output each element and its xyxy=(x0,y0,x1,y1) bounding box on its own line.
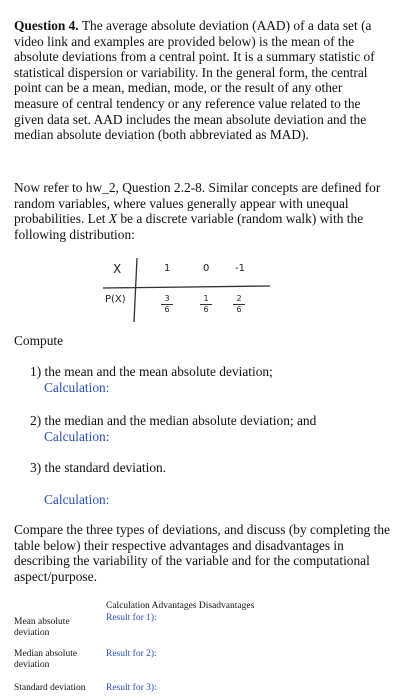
comparison-table-header: Calculation Advantages Disadvantages xyxy=(106,601,255,611)
distribution-grid-lines xyxy=(95,256,275,324)
refer-text-1: Now refer to hw_2, Question 2.2-8. Similar concepts are defined for random variables, where values generally appear with unequal probabilities. Let xyxy=(14,180,381,227)
row-label-mean-absolute: Mean absolute deviation xyxy=(14,617,70,638)
row-label-standard-deviation: Standard deviation xyxy=(14,683,86,693)
distribution-table xyxy=(95,256,275,324)
question-title: Question 4. xyxy=(14,18,79,33)
calculation-label-2: Calculation: xyxy=(44,429,110,444)
p-value-2-den: 6 xyxy=(203,305,209,314)
p-value-1-den: 6 xyxy=(164,305,170,314)
compute-item-2: 2) the median and the median absolute deviation; and xyxy=(30,413,317,428)
row-result-2: Result for 2): xyxy=(106,649,157,659)
refer-text-2: be a discrete variable (random walk) with the following distribution: xyxy=(14,211,364,242)
row-result-1: Result for 1): xyxy=(106,613,157,623)
refer-paragraph xyxy=(14,180,390,242)
x-value-1: 1 xyxy=(164,263,171,274)
compare-paragraph: Compare the three types of deviations, and discuss (by completing the table below) their respective advantages and disadvantages in describing the variability of the variable and for the computational aspect/purpose. xyxy=(14,522,390,584)
row-result-3: Result for 3): xyxy=(106,683,157,693)
compute-item-3: 3) the standard deviation. xyxy=(30,460,167,475)
p-value-2-num: 1 xyxy=(203,294,209,303)
question-intro-text: The average absolute deviation (AAD) of a data set (a video link and examples are provided below) is the mean of the absolute deviations from a central point. It is a summary statistic of statistical dispersion or variability. In the general form, the central point can be a mean, median, mode, or the result of any other measure of central tendency or any reference value related to the given data set. AAD includes the mean absolute deviation and the median absolute deviation (both abbreviated as MAD). xyxy=(14,18,375,143)
x-value-3: -1 xyxy=(235,263,245,274)
compute-item-1: 1) the mean and the mean absolute deviation; xyxy=(30,364,273,379)
row-label-median-absolute: Median absolute deviation xyxy=(14,649,78,670)
x-header: X xyxy=(113,262,122,276)
p-value-1-num: 3 xyxy=(164,294,170,303)
p-value-3-num: 2 xyxy=(236,294,242,303)
p-value-2 xyxy=(200,295,212,314)
compute-heading: Compute xyxy=(14,333,64,348)
x-value-2: 0 xyxy=(203,263,210,274)
p-header: P(X) xyxy=(105,294,126,305)
p-value-3 xyxy=(233,295,245,314)
question-intro xyxy=(14,18,390,143)
refer-variable: X xyxy=(108,211,118,227)
calculation-label-1: Calculation: xyxy=(44,380,110,395)
calculation-label-3: Calculation: xyxy=(44,492,110,507)
p-value-3-den: 6 xyxy=(236,305,242,314)
p-value-1 xyxy=(161,295,173,314)
